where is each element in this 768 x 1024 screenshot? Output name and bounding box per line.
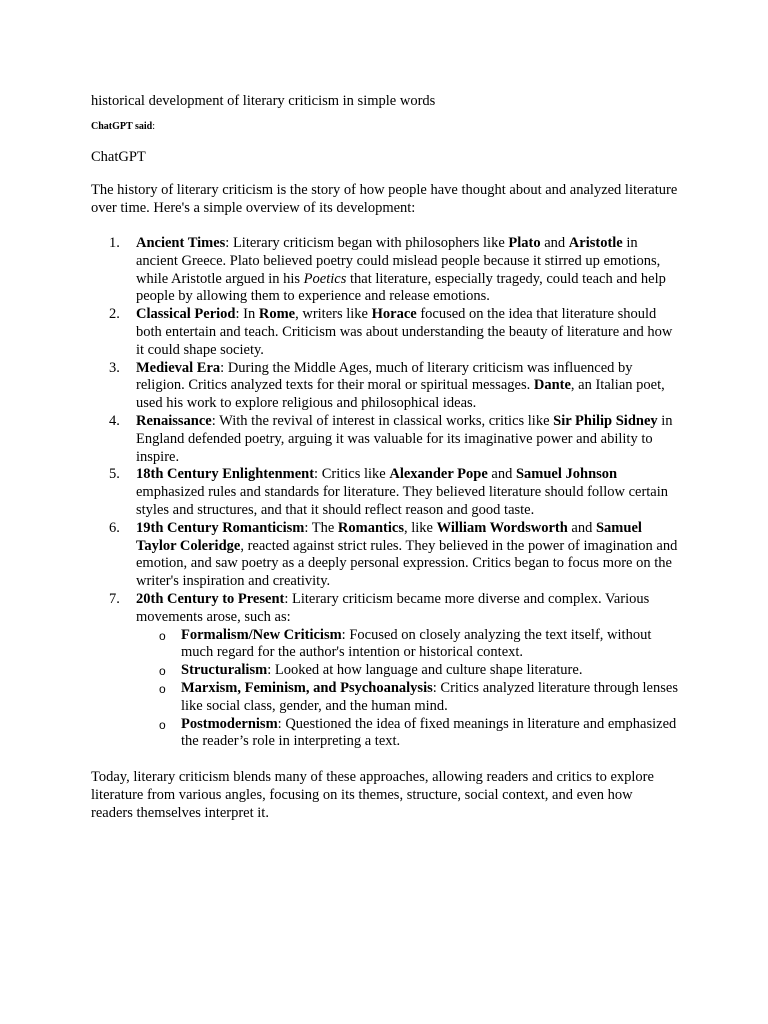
- said-label-bold: ChatGPT said: [91, 121, 153, 132]
- sublist-bullet: o: [159, 717, 166, 732]
- bold-term: Postmodernism: [181, 715, 278, 732]
- bold-term: 18th Century Enlightenment: [136, 466, 315, 483]
- list-item: [109, 466, 678, 519]
- sublist-bullet: o: [159, 681, 166, 696]
- bold-term: Rome: [258, 306, 296, 323]
- text-run: : Looked at how language and culture shape literature.: [267, 662, 583, 679]
- text-run: and: [487, 466, 516, 483]
- bold-term: Samuel Johnson: [515, 466, 618, 483]
- bold-term: William Wordsworth: [436, 519, 568, 536]
- list-item: [109, 306, 678, 359]
- said-label-colon: :: [152, 121, 156, 132]
- user-question: historical development of literary criticism in simple words: [91, 93, 436, 109]
- bold-term: Formalism/New Criticism: [181, 626, 342, 643]
- bold-term: Ancient Times: [136, 235, 226, 251]
- list-item-number: 3.: [109, 359, 120, 376]
- text-run: : Questioned the idea of fixed meanings in literature and emphasized the reader’s role in interpreting a text.: [181, 715, 677, 750]
- bold-term: Horace: [371, 306, 417, 323]
- text-run: : In: [235, 306, 259, 323]
- bold-term: Marxism, Feminism, and Psychoanalysis: [181, 679, 433, 696]
- intro-paragraph: The history of literary criticism is the story of how people have thought about and analyzed literature over time. Here's a simple overview of its development:: [91, 182, 678, 216]
- sublist-item: [159, 626, 678, 663]
- text-run: that literature, especially tragedy, could teach and help people by allowing them to experience and release emotions.: [136, 270, 666, 305]
- bold-term: 20th Century to Present: [136, 590, 285, 607]
- bold-term: Plato: [508, 235, 541, 251]
- bold-term: 19th Century Romanticism: [136, 519, 305, 536]
- list-item-number: 2.: [109, 306, 120, 323]
- text-run: focused on the idea that literature should both entertain and teach. Criticism was about understanding the beauty of literature and how it could shape society.: [136, 306, 673, 358]
- bold-term: Sir Philip Sidney: [553, 412, 658, 429]
- list-item: [109, 519, 678, 591]
- text-run: , reacted against strict rules. They believed in the power of imagination and emotion, and saw poetry as a deeply personal expression. Critics began to focus more on the writer's inspiration and creativity.: [136, 537, 678, 590]
- bold-term: Structuralism: [181, 662, 268, 679]
- bold-term: Dante: [533, 377, 571, 394]
- sublist-item: [159, 662, 678, 680]
- response-heading: ChatGPT: [91, 149, 146, 165]
- list-item: [109, 590, 678, 751]
- sublist-bullet: o: [159, 664, 166, 679]
- text-run: : Critics analyzed literature through lenses like social class, gender, and the human mind.: [181, 679, 678, 714]
- closing-paragraph: Today, literary criticism blends many of these approaches, allowing readers and critics to explore literature from various angles, focusing on its themes, structure, social context, and even how readers themselves interpret it.: [91, 769, 654, 821]
- italic-title: Poetics: [303, 270, 347, 287]
- text-run: emphasized rules and standards for literature. They believed literature should follow certain styles and structures, and that it should reflect reason and good taste.: [136, 484, 669, 518]
- sublist-item: [159, 679, 678, 716]
- list-item-number: 1.: [109, 235, 120, 251]
- bold-term: Aristotle: [568, 235, 623, 251]
- sublist-bullet: o: [159, 628, 166, 643]
- text-run: : The: [304, 519, 338, 536]
- text-run: , writers like: [295, 306, 372, 323]
- bold-term: Renaissance: [136, 412, 212, 429]
- list-item: [109, 412, 678, 466]
- said-label: [91, 120, 678, 134]
- text-run: : Focused on closely analyzing the text itself, without much regard for the author's intention or historical context.: [181, 626, 652, 661]
- movements-sublist: [136, 627, 678, 752]
- text-run: : Critics like: [314, 466, 390, 483]
- sublist-item: [159, 715, 678, 752]
- list-item: [109, 235, 678, 306]
- text-run: : Literary criticism became more diverse and complex. Various movements arose, such as:: [136, 590, 650, 625]
- text-run: , like: [403, 519, 437, 536]
- bold-term: Classical Period: [136, 306, 236, 323]
- text-run: : With the revival of interest in classical works, critics like: [211, 412, 554, 429]
- bold-term: Samuel Taylor Coleridge: [136, 519, 642, 554]
- text-run: in England defended poetry, arguing it was valuable for its imaginative power and ability to inspire.: [136, 412, 673, 465]
- text-run: and: [567, 519, 596, 536]
- text-run: : During the Middle Ages, much of literary criticism was influenced by religion. Critics analyzed texts for their moral or spiritual messages.: [136, 359, 633, 394]
- list-item-number: 7.: [109, 590, 120, 607]
- list-item-number: 6.: [109, 519, 120, 536]
- text-run: : Literary criticism began with philosophers like: [225, 235, 509, 251]
- bold-term: Alexander Pope: [389, 466, 488, 483]
- development-list: [91, 235, 678, 751]
- list-item-number: 4.: [109, 412, 120, 429]
- list-item-number: 5.: [109, 466, 120, 483]
- text-run: , an Italian poet, used his work to explore religious and philosophical ideas.: [136, 377, 665, 412]
- bold-term: Medieval Era: [136, 359, 221, 376]
- text-run: and: [540, 235, 569, 251]
- list-item: [109, 359, 678, 413]
- text-run: in ancient Greece. Plato believed poetry could mislead people because it stirred up emotions, while Aristotle argued in his: [136, 235, 661, 287]
- bold-term: Romantics: [337, 519, 404, 536]
